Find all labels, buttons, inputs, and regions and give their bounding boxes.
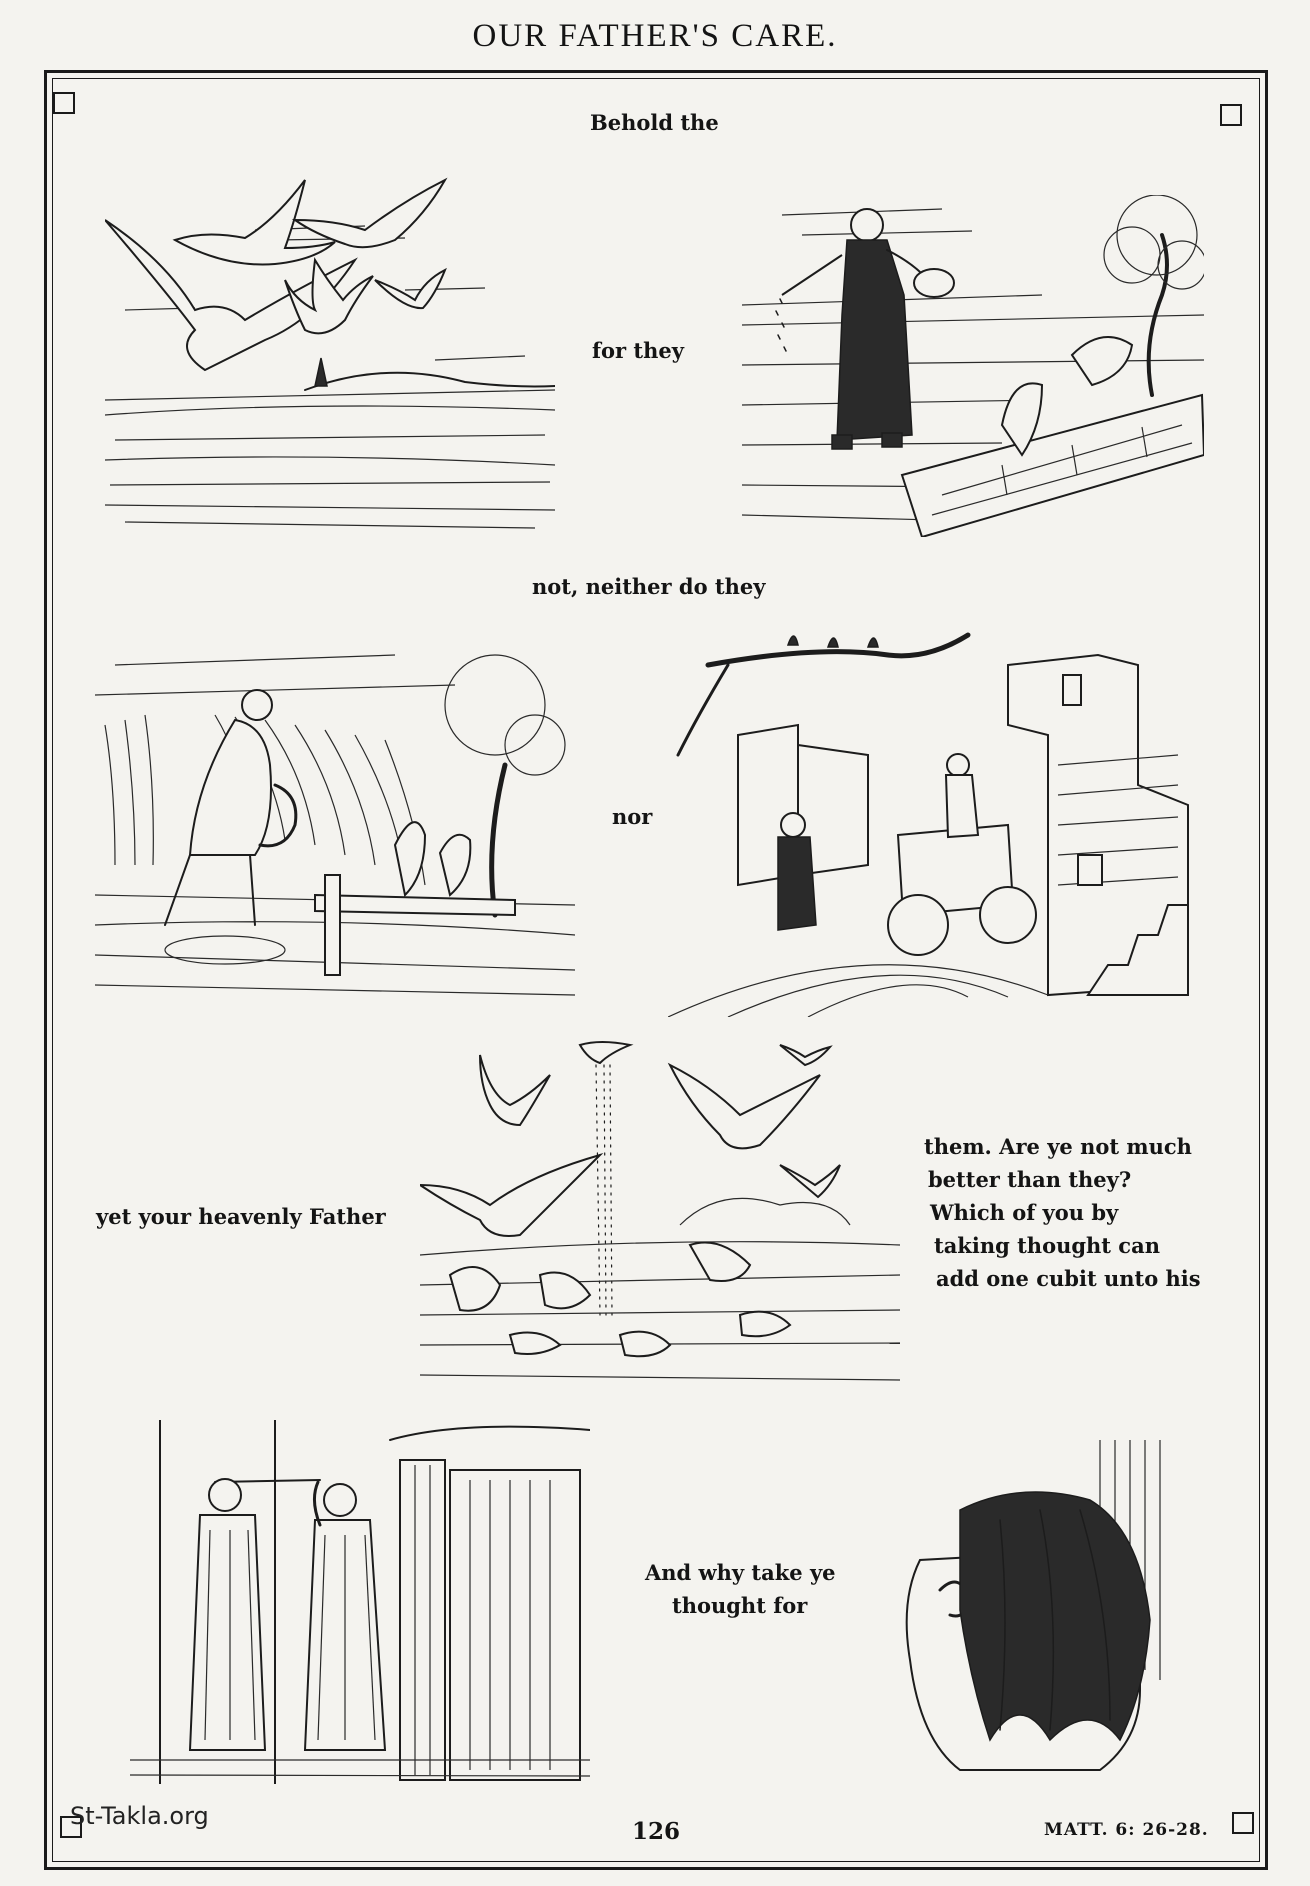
caption-them-line-5: add one cubit unto his: [936, 1266, 1201, 1291]
flying-birds-icon: [105, 160, 555, 540]
caption-behold: Behold the: [590, 110, 719, 135]
corner-ornament-bottom-right: [1232, 1812, 1254, 1834]
caption-yet-father: yet your heavenly Father: [96, 1204, 386, 1229]
caption-them-line-4: taking thought can: [934, 1233, 1160, 1258]
caption-why-line-1: And why take ye: [645, 1560, 836, 1585]
page-number: 126: [632, 1818, 681, 1845]
caption-nor: nor: [612, 804, 653, 829]
scripture-reference: MATT. 6: 26-28.: [1044, 1820, 1209, 1840]
caption-for-they: for they: [592, 338, 684, 363]
barn-cart-icon: [668, 625, 1198, 1017]
feeding-birds-icon: [420, 1035, 900, 1383]
caption-them-line-2: better than they?: [928, 1167, 1132, 1192]
measuring-height-icon: [130, 1420, 590, 1784]
raiment-chair-icon: [900, 1440, 1170, 1780]
caption-them-line-3: Which of you by: [930, 1200, 1119, 1225]
corner-ornament-top-left: [53, 92, 75, 114]
caption-them-line-1: them. Are ye not much: [924, 1134, 1192, 1159]
reaper-icon: [95, 625, 575, 997]
caption-why-line-2: thought for: [672, 1593, 808, 1618]
page-title: OUR FATHER'S CARE.: [472, 18, 838, 54]
watermark: St-Takla.org: [70, 1802, 209, 1830]
sower-icon: [742, 195, 1204, 537]
caption-not-neither: not, neither do they: [532, 574, 766, 599]
corner-ornament-top-right: [1220, 104, 1242, 126]
